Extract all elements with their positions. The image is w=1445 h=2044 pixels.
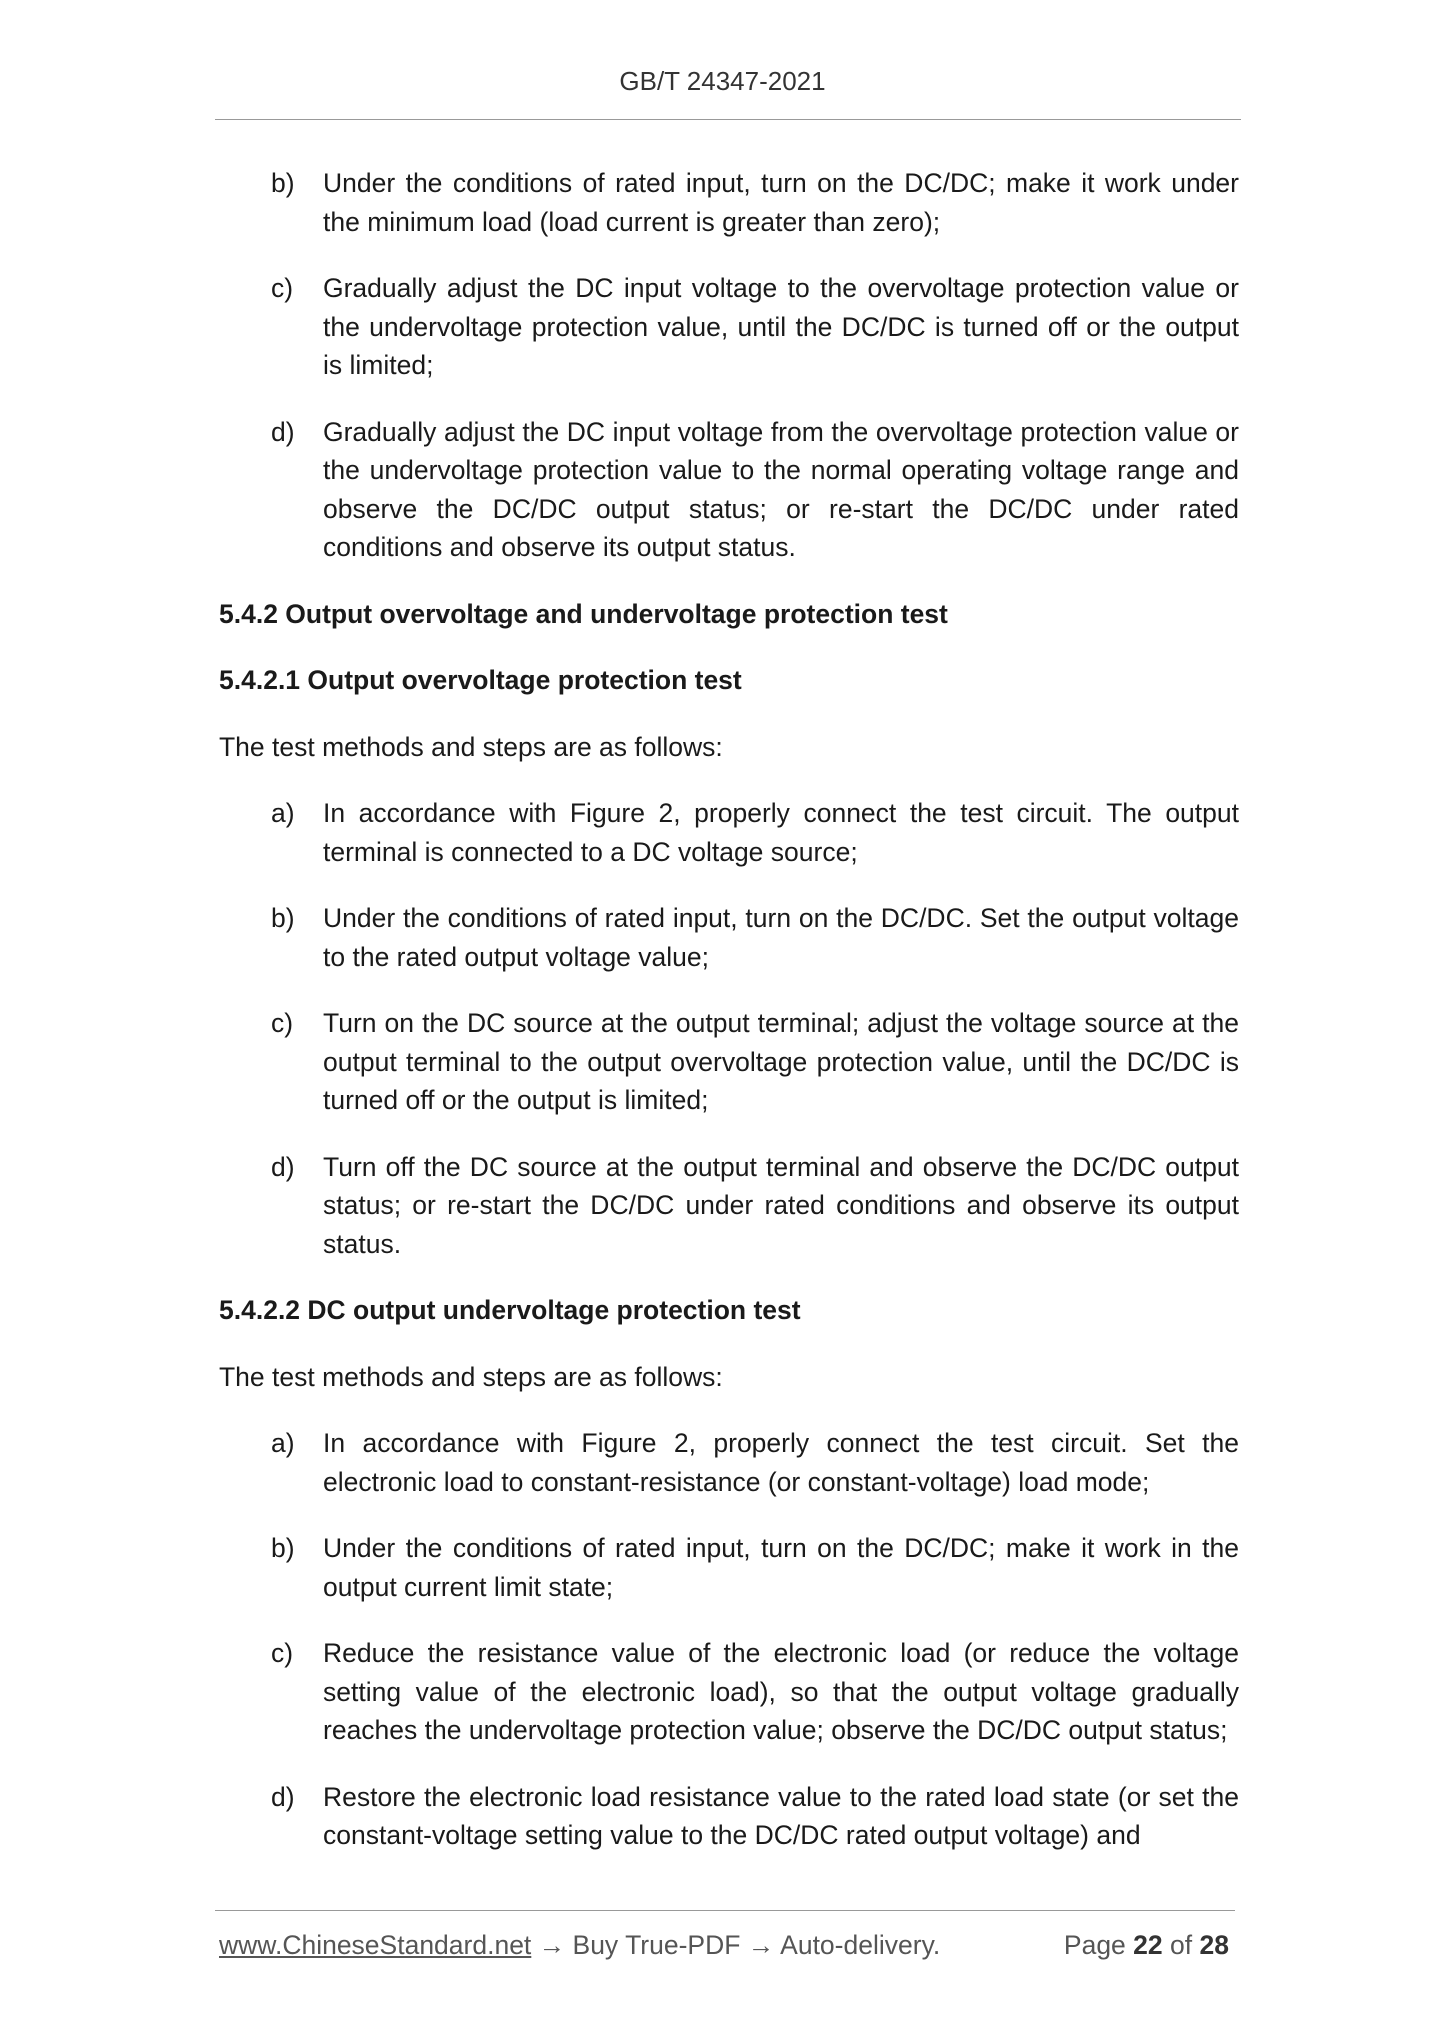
list-item-text: In accordance with Figure 2, properly connect the test circuit. The output terminal is connected to a DC voltage source; <box>323 798 1239 867</box>
header-divider <box>215 119 1241 120</box>
list-item <box>219 413 1239 567</box>
list-item-text: Reduce the resistance value of the electronic load (or reduce the voltage setting value of the electronic load), so that the output voltage gradually reaches the undervoltage protection value; observe the DC/DC output status; <box>323 1638 1239 1745</box>
footer-tagline: → Buy True-PDF → Auto-delivery. <box>531 1930 941 1960</box>
list-item <box>219 1424 1239 1501</box>
list-item <box>219 1529 1239 1606</box>
list-item-text: Restore the electronic load resistance value to the rated load state (or set the constant-voltage setting value to the DC/DC rated output voltage) and <box>323 1781 1239 1850</box>
document-body <box>219 164 1239 1883</box>
list-item-text: Under the conditions of rated input, turn on the DC/DC. Set the output voltage to the rated output voltage value; <box>323 903 1239 972</box>
list-item <box>219 164 1239 241</box>
list-item-label: a) <box>271 1428 295 1458</box>
list-item-text: Gradually adjust the DC input voltage to the overvoltage protection value or the undervoltage protection value, until the DC/DC is turned off or the output is limited; <box>323 273 1239 380</box>
list-item-label: c) <box>271 1638 294 1668</box>
page-word: Page <box>1063 1930 1126 1960</box>
site-link[interactable]: www.ChineseStandard.net <box>219 1930 532 1960</box>
list-item <box>219 1778 1239 1855</box>
page-footer <box>219 1930 1229 1961</box>
list-item <box>219 1148 1239 1264</box>
list-item-label: b) <box>271 168 295 198</box>
section-intro: The test methods and steps are as follows: <box>219 731 723 762</box>
list-item-label: c) <box>271 273 294 303</box>
list-item-text: Turn off the DC source at the output terminal and observe the DC/DC output status; or re-start the DC/DC under rated conditions and observe its output status. <box>323 1151 1239 1259</box>
list-item <box>219 269 1239 385</box>
list-item-label: d) <box>271 1781 295 1812</box>
list-item-text: In accordance with Figure 2, properly connect the test circuit. Set the electronic load to constant-resistance (or constant-voltage) load mode; <box>323 1428 1239 1497</box>
section-heading-5-4-2: 5.4.2 Output overvoltage and undervoltage protection test <box>219 598 948 629</box>
footer-divider <box>215 1910 1235 1911</box>
list-item-text: Turn on the DC source at the output terminal; adjust the voltage source at the output terminal to the output overvoltage protection value, until the DC/DC is turned off or the output is limited; <box>323 1008 1239 1115</box>
list-item-label: a) <box>271 798 295 828</box>
list-item <box>219 899 1239 976</box>
list-item-text: Gradually adjust the DC input voltage from the overvoltage protection value or the undervoltage protection value to the normal operating voltage range and observe the DC/DC output status; or re-start the DC/DC under rated conditions and observe its output status. <box>323 416 1239 562</box>
page-number: 22 <box>1133 1930 1163 1960</box>
list-item-label: d) <box>271 1151 295 1182</box>
list-item-text: Under the conditions of rated input, turn on the DC/DC; make it work under the minimum load (load current is greater than zero); <box>323 168 1239 237</box>
list-item <box>219 1004 1239 1120</box>
of-word: of <box>1170 1930 1193 1960</box>
section-heading-5-4-2-1: 5.4.2.1 Output overvoltage protection test <box>219 665 742 695</box>
page-indicator <box>1064 1930 1229 1961</box>
list-item-label: b) <box>271 1533 295 1563</box>
list-item-label: d) <box>271 416 295 447</box>
section-intro: The test methods and steps are as follows: <box>219 1361 723 1392</box>
list-item-text: Under the conditions of rated input, turn on the DC/DC; make it work in the output current limit state; <box>323 1533 1239 1602</box>
section-heading-5-4-2-2: 5.4.2.2 DC output undervoltage protection test <box>219 1295 801 1325</box>
list-item <box>219 794 1239 871</box>
list-item-label: b) <box>271 903 295 933</box>
list-item <box>219 1634 1239 1750</box>
page-header: GB/T 24347-2021 <box>619 66 826 96</box>
total-pages: 28 <box>1199 1930 1229 1960</box>
list-item-label: c) <box>271 1008 294 1038</box>
